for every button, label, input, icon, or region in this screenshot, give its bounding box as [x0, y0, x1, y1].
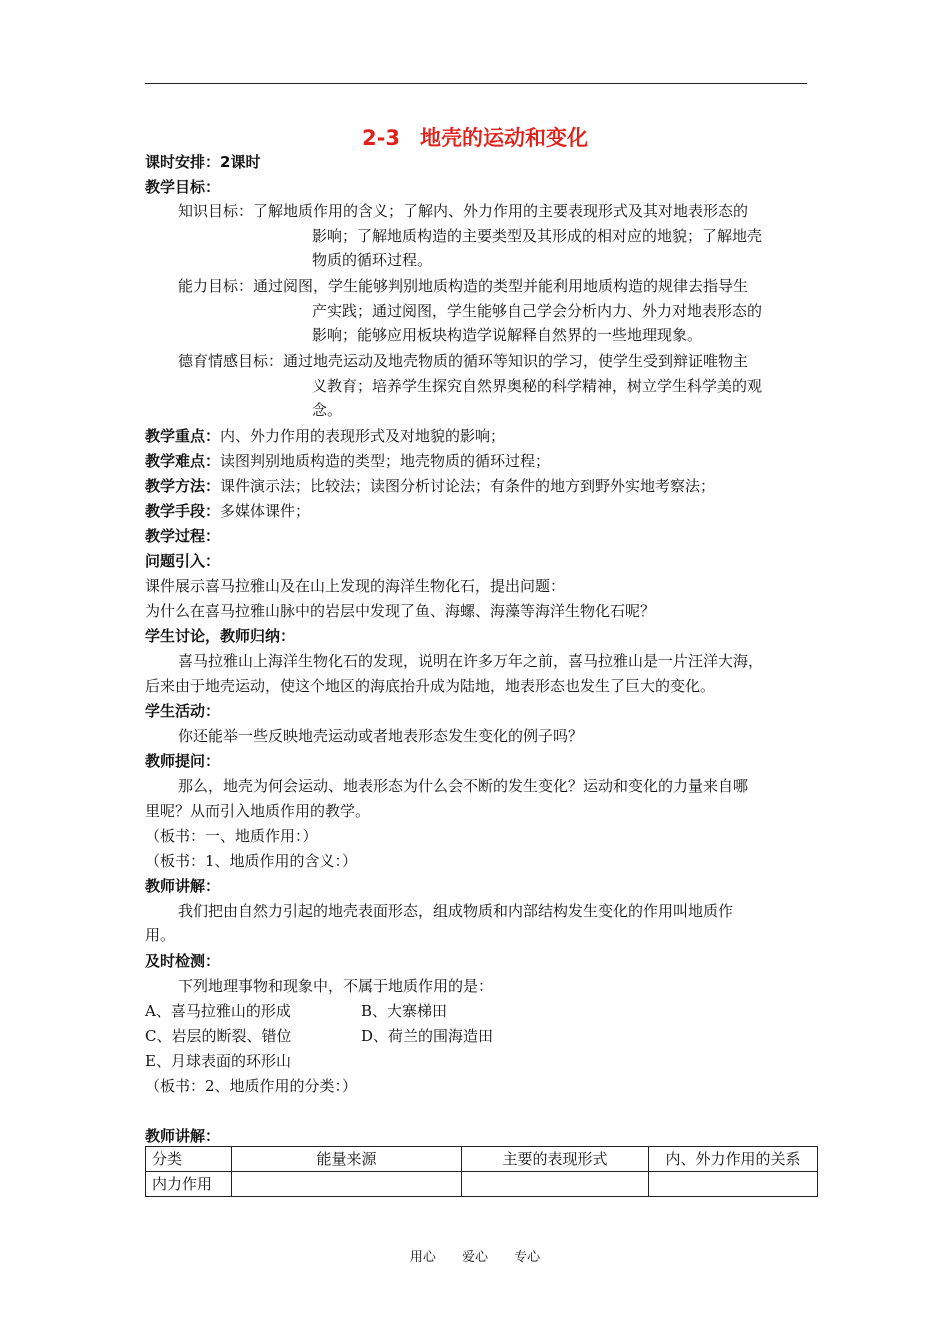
discussion-line-1: 喜马拉雅山上海洋生物化石的发现，说明在许多万年之前，喜马拉雅山是一片汪洋大海， [178, 652, 764, 670]
table-cell [462, 1172, 649, 1197]
ability-objective-line-1: 能力目标：通过阅图，学生能够判别地质构造的类型并能利用地质构造的规律去指导生 [178, 277, 749, 295]
quiz-prompt: 下列地理事物和现象中，不属于地质作用的是： [178, 977, 494, 995]
table-cell: 内力作用 [146, 1172, 232, 1197]
intro-line-1: 课件展示喜马拉雅山及在山上发现的海洋生物化石，提出问题： [145, 577, 566, 595]
question-line-2: 里呢？从而引入地质作用的教学。 [145, 802, 371, 820]
quiz-option-e: E、月球表面的环形山 [145, 1052, 291, 1070]
discussion-line-2: 后来由于地壳运动，使这个地区的海底抬升成为陆地，地表形态也发生了巨大的变化。 [145, 677, 716, 695]
header-rule [145, 83, 807, 84]
discussion-heading: 学生讨论，教师归纳： [145, 627, 296, 645]
question-heading: 教师提问： [145, 752, 221, 770]
page-footer: 用心 爱心 专心 [409, 1250, 541, 1265]
process-heading: 教学过程： [145, 527, 221, 545]
quiz-option-c: C、岩层的断裂、错位 [145, 1027, 292, 1045]
methods-line: 教学方法：课件演示法；比较法；读图分析讨论法；有条件的地方到野外实地考察法； [145, 477, 716, 495]
question-line-1: 那么，地壳为何会运动、地表形态为什么会不断的发生变化？运动和变化的力量来自哪 [178, 777, 749, 795]
activity-heading: 学生活动： [145, 702, 221, 720]
title-code: 2-3 [362, 126, 400, 150]
explain2-heading: 教师讲解： [145, 1127, 221, 1145]
table-row [146, 1172, 818, 1197]
quiz-option-a: A、喜马拉雅山的形成 [145, 1002, 291, 1020]
board-note-3: （板书：2、地质作用的分类：） [145, 1077, 358, 1095]
activity-line: 你还能举一些反映地壳运动或者地表形态发生变化的例子吗？ [178, 727, 584, 745]
table-header-cell: 能量来源 [232, 1147, 462, 1172]
schedule-line: 课时安排：2课时 [145, 153, 261, 171]
knowledge-objective-line-1: 知识目标：了解地质作用的含义；了解内、外力作用的主要表现形式及其对地表形态的 [178, 202, 749, 220]
quiz-options-row-1 [145, 999, 291, 1023]
table-cell [232, 1172, 462, 1197]
table-header-cell: 内、外力作用的关系 [649, 1147, 818, 1172]
table-cell [649, 1172, 818, 1197]
knowledge-objective-line-3: 物质的循环过程。 [312, 251, 433, 269]
difficulties-line: 教学难点：读图判别地质构造的类型；地壳物质的循环过程； [145, 452, 551, 470]
explain1-line-1: 我们把由自然力引起的地壳表面形态，组成物质和内部结构发生变化的作用叫地质作 [178, 902, 734, 920]
moral-objective-line-2: 义教育；培养学生探究自然界奥秘的科学精神，树立学生科学美的观 [312, 377, 763, 395]
moral-objective-line-3: 念。 [312, 401, 343, 419]
board-note-2: （板书：1、地质作用的含义：） [145, 852, 358, 870]
table-header-cell: 主要的表现形式 [462, 1147, 649, 1172]
ability-objective-line-2: 产实践；通过阅图，学生能够自己学会分析内力、外力对地表形态的 [312, 302, 763, 320]
page-title [0, 124, 950, 152]
means-line: 教学手段：多媒体课件； [145, 502, 311, 520]
knowledge-objective-line-2: 影响；了解地质构造的主要类型及其形成的相对应的地貌；了解地壳 [312, 227, 763, 245]
moral-objective-line-1: 德育情感目标：通过地壳运动及地壳物质的循环等知识的学习，使学生受到辩证唯物主 [178, 352, 749, 370]
quiz-option-b: B、大寨梯田 [361, 1002, 448, 1020]
key-points-line: 教学重点：内、外力作用的表现形式及对地貌的影响； [145, 427, 506, 445]
explain1-heading: 教师讲解： [145, 877, 221, 895]
title-text: 地壳的运动和变化 [419, 125, 588, 150]
table-header-cell: 分类 [146, 1147, 232, 1172]
quiz-option-d: D、荷兰的围海造田 [361, 1027, 494, 1045]
ability-objective-line-3: 影响；能够应用板块构造学说解释自然界的一些地理现象。 [312, 326, 703, 344]
intro-heading: 问题引入： [145, 552, 221, 570]
table-header-row [146, 1147, 818, 1172]
intro-line-2: 为什么在喜马拉雅山脉中的岩层中发现了鱼、海螺、海藻等海洋生物化石呢？ [145, 602, 656, 620]
classification-table [145, 1146, 818, 1197]
explain1-line-2: 用。 [145, 926, 176, 944]
quiz-heading: 及时检测： [145, 952, 221, 970]
objectives-heading: 教学目标： [145, 178, 221, 196]
board-note-1: （板书：一、地质作用：） [145, 827, 318, 845]
